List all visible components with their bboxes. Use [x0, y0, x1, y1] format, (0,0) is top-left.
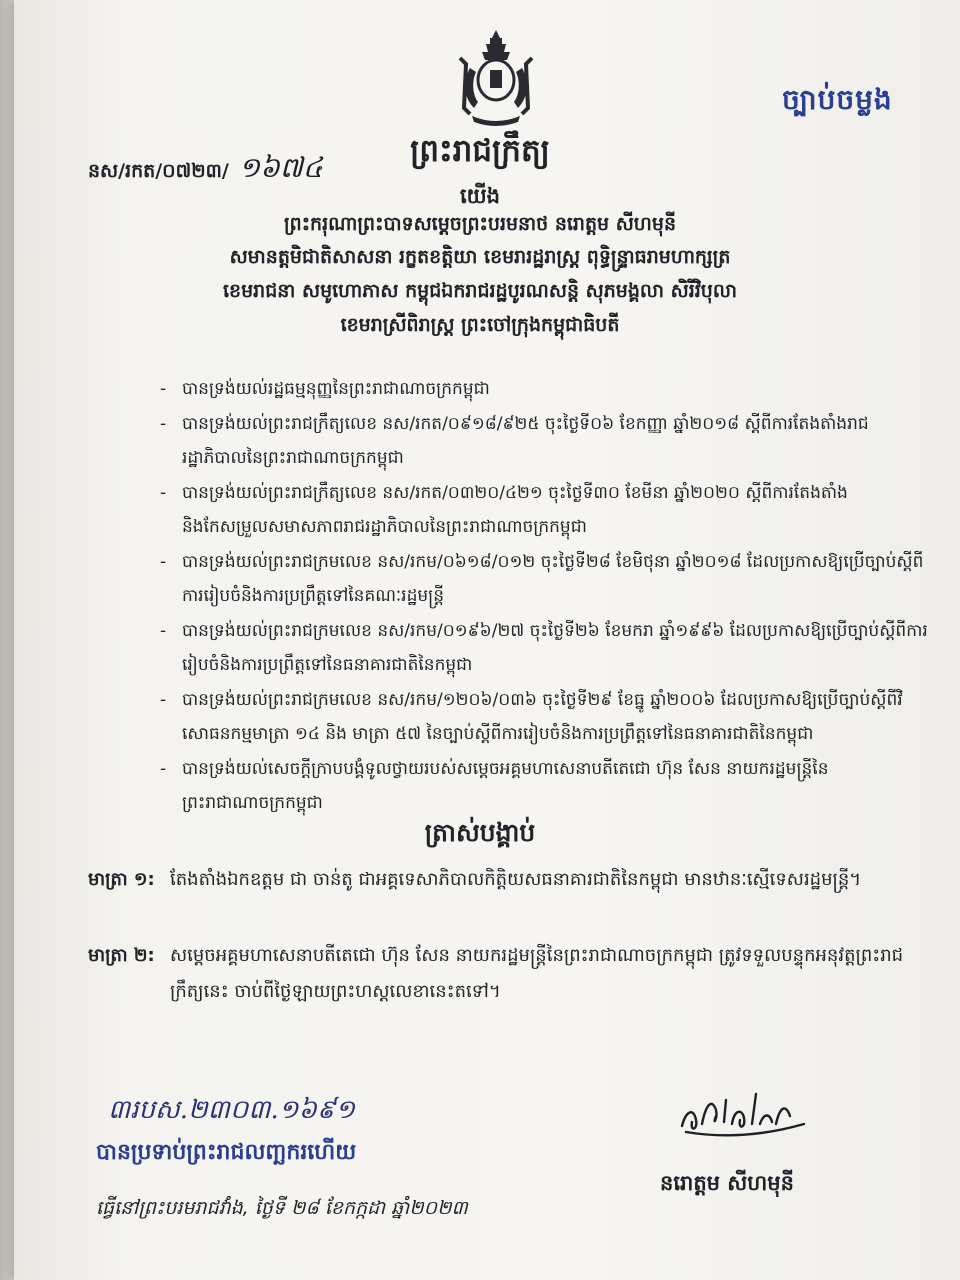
- monarch-title-line-3: ខេមរាជនា សមូហោភាស កម្ពុជឯករាជរដ្ឋបូរណសន្តិ សុភមង្គលា សិរីវិបុលា: [223, 280, 737, 302]
- signer-name: នរោត្តម សីហមុនី: [660, 1171, 794, 1195]
- monarch-title-line-2: សមានត្តមិជាតិសាសនា រក្ខតខត្តិយា ខេមរារដ្ឋរាស្ត្រ ពុទ្ធិន្ទ្រាធរាមហាក្សត្រ: [229, 246, 731, 268]
- reference-item: - បានទ្រង់យល់ព្រះរាជក្រមលេខ នស/រកម/០១៩៦/២៧ ចុះថ្ងៃទី២៦ ខែមករា ឆ្នាំ១៩៩៦ ដែលប្រកាសឱ្យប្រើច្បាប់ស្តីពីការរៀបចំនិងការប្រព្រឹត្តទៅនៃធនាគារជាតិនៃកម្ពុជា: [160, 614, 930, 682]
- legal-references-list: [160, 372, 930, 821]
- we-heading: យើង: [460, 184, 500, 208]
- article-2-number: មាត្រា ២:: [88, 945, 155, 966]
- handwritten-date: ៣របស.២៣០៣.១៦៩១: [108, 1095, 355, 1125]
- promulgation-note: បានប្រទាប់ព្រះរាជលញ្ឆករហើយ: [96, 1140, 357, 1165]
- reference-item: - បានទ្រង់យល់ព្រះរាជក្រមលេខ នស/រកម/១២០៦/០៣៦ ចុះថ្ងៃទី២៩ ខែធ្នូ ឆ្នាំ២០០៦ ដែលប្រកាសឱ្យប្រើច្បាប់ស្តីពីវិសោធនកម្មមាត្រា ១៤ និង មាត្រា ៥៧ នៃច្បាប់ស្តីពីការរៀបចំនិងការប្រព្រឹត្តទៅនៃធនាគារជាតិនៃកម្ពុជា: [160, 683, 930, 751]
- article-1: [88, 862, 918, 898]
- article-1-number: មាត្រា ១:: [88, 869, 155, 890]
- copy-stamp: ច្បាប់ចម្លង: [782, 83, 893, 116]
- reference-item: - បានទ្រង់យល់សេចក្តីក្រាបបង្គំទូលថ្វាយរបស់សម្តេចអគ្គមហាសេនាបតីតេជោ ហ៊ុន សែន នាយករដ្ឋមន្ត្រីនៃព្រះរាជាណាចក្រកម្ពុជា: [160, 752, 930, 820]
- place-and-date: ធ្វើនៅព្រះបរមរាជវាំង, ថ្ងៃទី ២៨ ខែកក្កដា ឆ្នាំ២០២៣: [96, 1197, 468, 1219]
- monarch-title-line-4: ខេមរាស្រីពិរាស្ត្រ ព្រះចៅក្រុងកម្ពុជាធិបតី: [340, 314, 620, 336]
- document-title: ព្រះរាជក្រឹត្យ: [410, 133, 550, 169]
- decree-heading: ត្រាស់បង្គាប់: [424, 818, 536, 847]
- reference-number: នស/រកត/០៧២៣/: [88, 160, 229, 182]
- royal-emblem-icon: [452, 28, 540, 128]
- monarch-title-line-1: ព្រះករុណាព្រះបាទសម្តេចព្រះបរមនាថ នរោត្តម សីហមុនី: [283, 213, 677, 235]
- article-2: [88, 938, 918, 1010]
- reference-item: - បានទ្រង់យល់ព្រះរាជក្រឹត្យលេខ នស/រកត/០៩១៨/៩២៥ ចុះថ្ងៃទី០៦ ខែកញ្ញា ឆ្នាំ២០១៨ ស្តីពីការតែងតាំងរាជរដ្ឋាភិបាលនៃព្រះរាជាណាចក្រកម្ពុជា: [160, 407, 930, 475]
- article-2-text: សម្តេចអគ្គមហាសេនាបតីតេជោ ហ៊ុន សែន នាយករដ្ឋមន្ត្រីនៃព្រះរាជាណាចក្រកម្ពុជា ត្រូវទទួលបន្ទុកអនុវត្តព្រះរាជក្រឹត្យនេះ ចាប់ពីថ្ងៃឡាយព្រះហស្តលេខានេះតទៅ។: [170, 945, 904, 1002]
- reference-item: - បានទ្រង់យល់រដ្ឋធម្មនុញ្ញនៃព្រះរាជាណាចក្រកម្ពុជា: [160, 372, 930, 406]
- reference-item: - បានទ្រង់យល់ព្រះរាជក្រឹត្យលេខ នស/រកត/០៣២០/៤២១ ចុះថ្ងៃទី៣០ ខែមីនា ឆ្នាំ២០២០ ស្តីពីការតែងតាំងនិងកែសម្រួលសមាសភាពរាជរដ្ឋាភិបាលនៃព្រះរាជាណាចក្រកម្ពុជា: [160, 476, 930, 544]
- reference-item: - បានទ្រង់យល់ព្រះរាជក្រមលេខ នស/រកម/០៦១៨/០១២ ចុះថ្ងៃទី២៨ ខែមិថុនា ឆ្នាំ២០១៨ ដែលប្រកាសឱ្យប្រើច្បាប់ស្តីពីការរៀបចំនិងការប្រព្រឹត្តទៅនៃគណៈរដ្ឋមន្ត្រី: [160, 545, 930, 613]
- article-1-text: តែងតាំងឯកឧត្តម ជា ចាន់តូ ជាអគ្គទេសាភិបាលកិត្តិយសធនាគារជាតិនៃកម្ពុជា មានឋានៈស្មើទេសរដ្ឋមន្ត្រី។: [170, 869, 862, 890]
- handwritten-reference-number: ១៦៧៤: [238, 151, 323, 184]
- royal-signature: [672, 1080, 812, 1142]
